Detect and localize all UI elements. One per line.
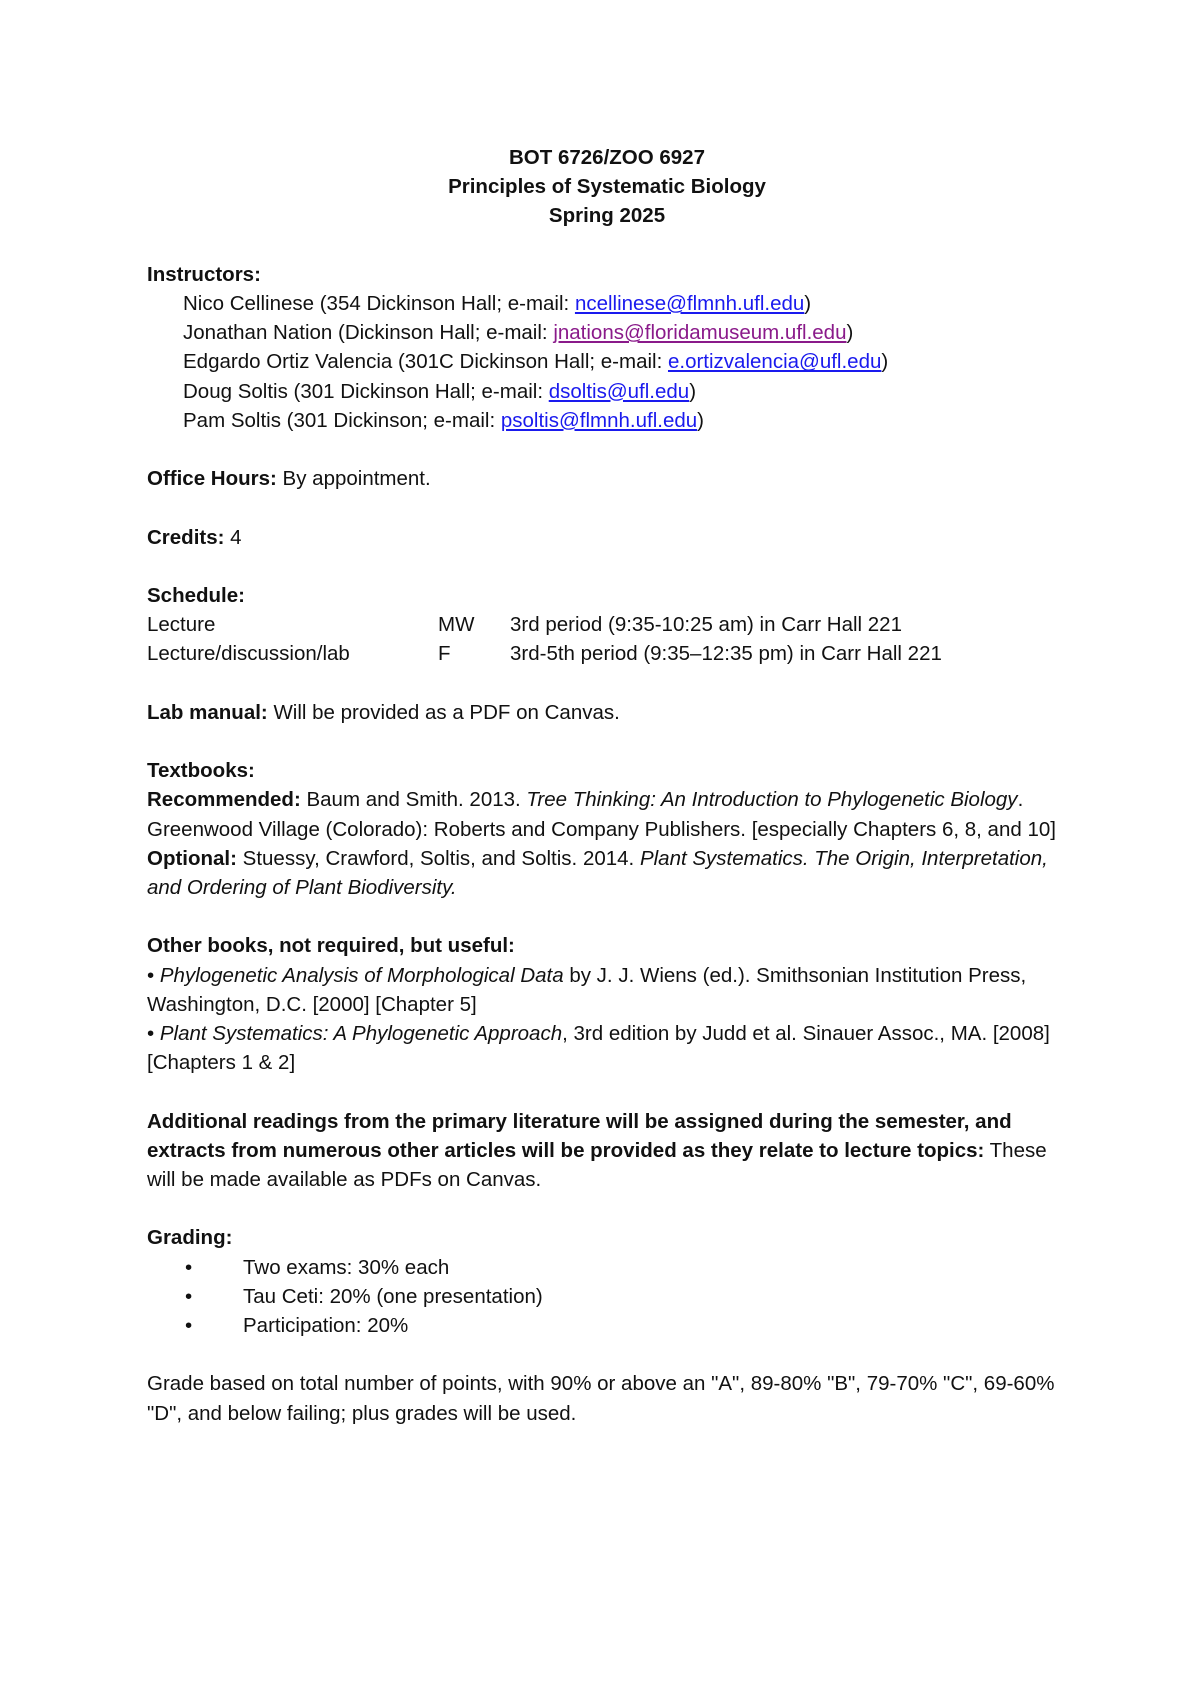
grading-item: [147, 1282, 1067, 1311]
schedule-row: [147, 610, 1067, 639]
lab-manual-value: Will be provided as a PDF on Canvas.: [267, 700, 620, 724]
schedule-days: MW: [438, 613, 475, 637]
other-book-item: [147, 961, 1067, 1019]
schedule-time: 3rd period (9:35-10:25 am) in Carr Hall 221: [510, 613, 902, 637]
other-book-title: Plant Systematics: A Phylogenetic Approach: [159, 1021, 563, 1045]
instructor-info: Pam Soltis (301 Dickinson; e-mail:: [183, 408, 501, 432]
office-hours-label: Office Hours:: [147, 467, 277, 491]
bullet-icon: •: [147, 963, 160, 987]
grading-item: [147, 1311, 1067, 1340]
instructor-info: Doug Soltis (301 Dickinson Hall; e-mail:: [183, 379, 549, 403]
instructor-info: Nico Cellinese (354 Dickinson Hall; e-mail:: [183, 292, 575, 315]
schedule-heading: Schedule:: [147, 583, 245, 607]
other-books-heading: Other books, not required, but useful:: [147, 934, 515, 958]
recommended-authors: Baum and Smith. 2013.: [300, 788, 527, 812]
recommended-publisher: . Greenwood Village (Colorado): Roberts and Company Publishers. [especially Chapters 6, 8, and 10]: [147, 788, 1056, 841]
optional-textbook: [147, 844, 1067, 902]
instructor-email-link[interactable]: jnations@floridamuseum.ufl.edu: [553, 321, 847, 345]
instructor-line: [147, 289, 1067, 318]
schedule-days: F: [438, 642, 451, 666]
syllabus-content: [147, 143, 1067, 1428]
instructor-line: [147, 318, 1067, 347]
instructor-line: [147, 347, 1067, 376]
grading-note: Grade based on total number of points, with 90% or above an "A", 89-80% "B", 79-70% "C", 69-60% "D", and below failing; plus grades will be used.: [147, 1372, 1055, 1425]
office-hours: [147, 464, 1067, 493]
bullet-icon: •: [147, 1021, 160, 1045]
optional-title: Plant Systematics. The Origin, Interpretation, and Ordering of Plant Biodiversity.: [147, 846, 1048, 899]
grading-item-text: Two exams: 30% each: [243, 1255, 450, 1279]
grading-item-text: Tau Ceti: 20% (one presentation): [243, 1284, 543, 1308]
instructor-email-link[interactable]: psoltis@flmnh.ufl.edu: [500, 408, 698, 432]
readings-bold-text: Additional readings from the primary literature will be assigned during the semester, and extracts from numerous other articles will be provided as they relate to lecture topics:: [147, 1109, 1012, 1162]
additional-readings: [147, 1107, 1067, 1195]
grading-item-text: Participation: 20%: [243, 1313, 409, 1337]
instructor-email-link[interactable]: dsoltis@ufl.edu: [548, 379, 690, 403]
credits-label: Credits:: [147, 525, 225, 549]
paren-close: ): [689, 379, 697, 403]
recommended-label: Recommended:: [147, 788, 301, 812]
recommended-title: Tree Thinking: An Introduction to Phylogenetic Biology: [526, 788, 1018, 812]
optional-label: Optional:: [147, 846, 237, 870]
lab-manual: [147, 698, 1067, 727]
lab-manual-label: Lab manual:: [147, 700, 268, 724]
optional-authors: Stuessy, Crawford, Soltis, and Soltis. 2014.: [236, 846, 640, 870]
other-book-details: , 3rd edition by Judd et al. Sinauer Assoc., MA. [2008] [Chapters 1 & 2]: [147, 1021, 1050, 1075]
paren-close: ): [881, 350, 889, 374]
grading-heading: Grading:: [147, 1226, 233, 1250]
course-term: Spring 2025: [548, 204, 666, 228]
course-code: BOT 6726/ZOO 6927: [509, 146, 705, 169]
office-hours-value: By appointment.: [276, 467, 431, 491]
textbooks-heading: Textbooks:: [147, 759, 255, 783]
other-book-item: [147, 1019, 1067, 1077]
schedule-type: Lecture/discussion/lab: [147, 642, 350, 666]
paren-close: ): [804, 292, 812, 315]
recommended-textbook: [147, 785, 1067, 843]
instructors-heading: Instructors:: [147, 262, 261, 286]
paren-close: ): [697, 408, 704, 432]
grading-item: [147, 1253, 1067, 1282]
instructor-info: Edgardo Ortiz Valencia (301C Dickinson Hall; e-mail:: [183, 350, 668, 374]
bullet-icon: •: [185, 1255, 193, 1279]
other-book-title: Phylogenetic Analysis of Morphological Data: [159, 963, 564, 987]
credits: [147, 523, 1067, 552]
paren-close: ): [846, 321, 854, 345]
bullet-icon: •: [185, 1313, 193, 1337]
schedule-time: 3rd-5th period (9:35–12:35 pm) in Carr Hall 221: [510, 642, 942, 666]
readings-rest-text: These will be made available as PDFs on Canvas.: [147, 1138, 1047, 1191]
course-title: Principles of Systematic Biology: [448, 175, 766, 199]
schedule-row: [147, 639, 1067, 668]
credits-value: 4: [224, 525, 242, 549]
instructor-line: [147, 377, 1067, 406]
instructor-email-link[interactable]: ncellinese@flmnh.ufl.edu: [574, 292, 805, 315]
schedule-type: Lecture: [147, 613, 216, 637]
bullet-icon: •: [185, 1284, 193, 1308]
instructor-email-link[interactable]: e.ortizvalencia@ufl.edu: [667, 350, 882, 374]
instructor-line: [147, 406, 1067, 435]
instructor-info: Jonathan Nation (Dickinson Hall; e-mail:: [183, 321, 554, 345]
other-book-details: by J. J. Wiens (ed.). Smithsonian Institution Press, Washington, D.C. [2000] [Chapter 5]: [147, 963, 1027, 1016]
